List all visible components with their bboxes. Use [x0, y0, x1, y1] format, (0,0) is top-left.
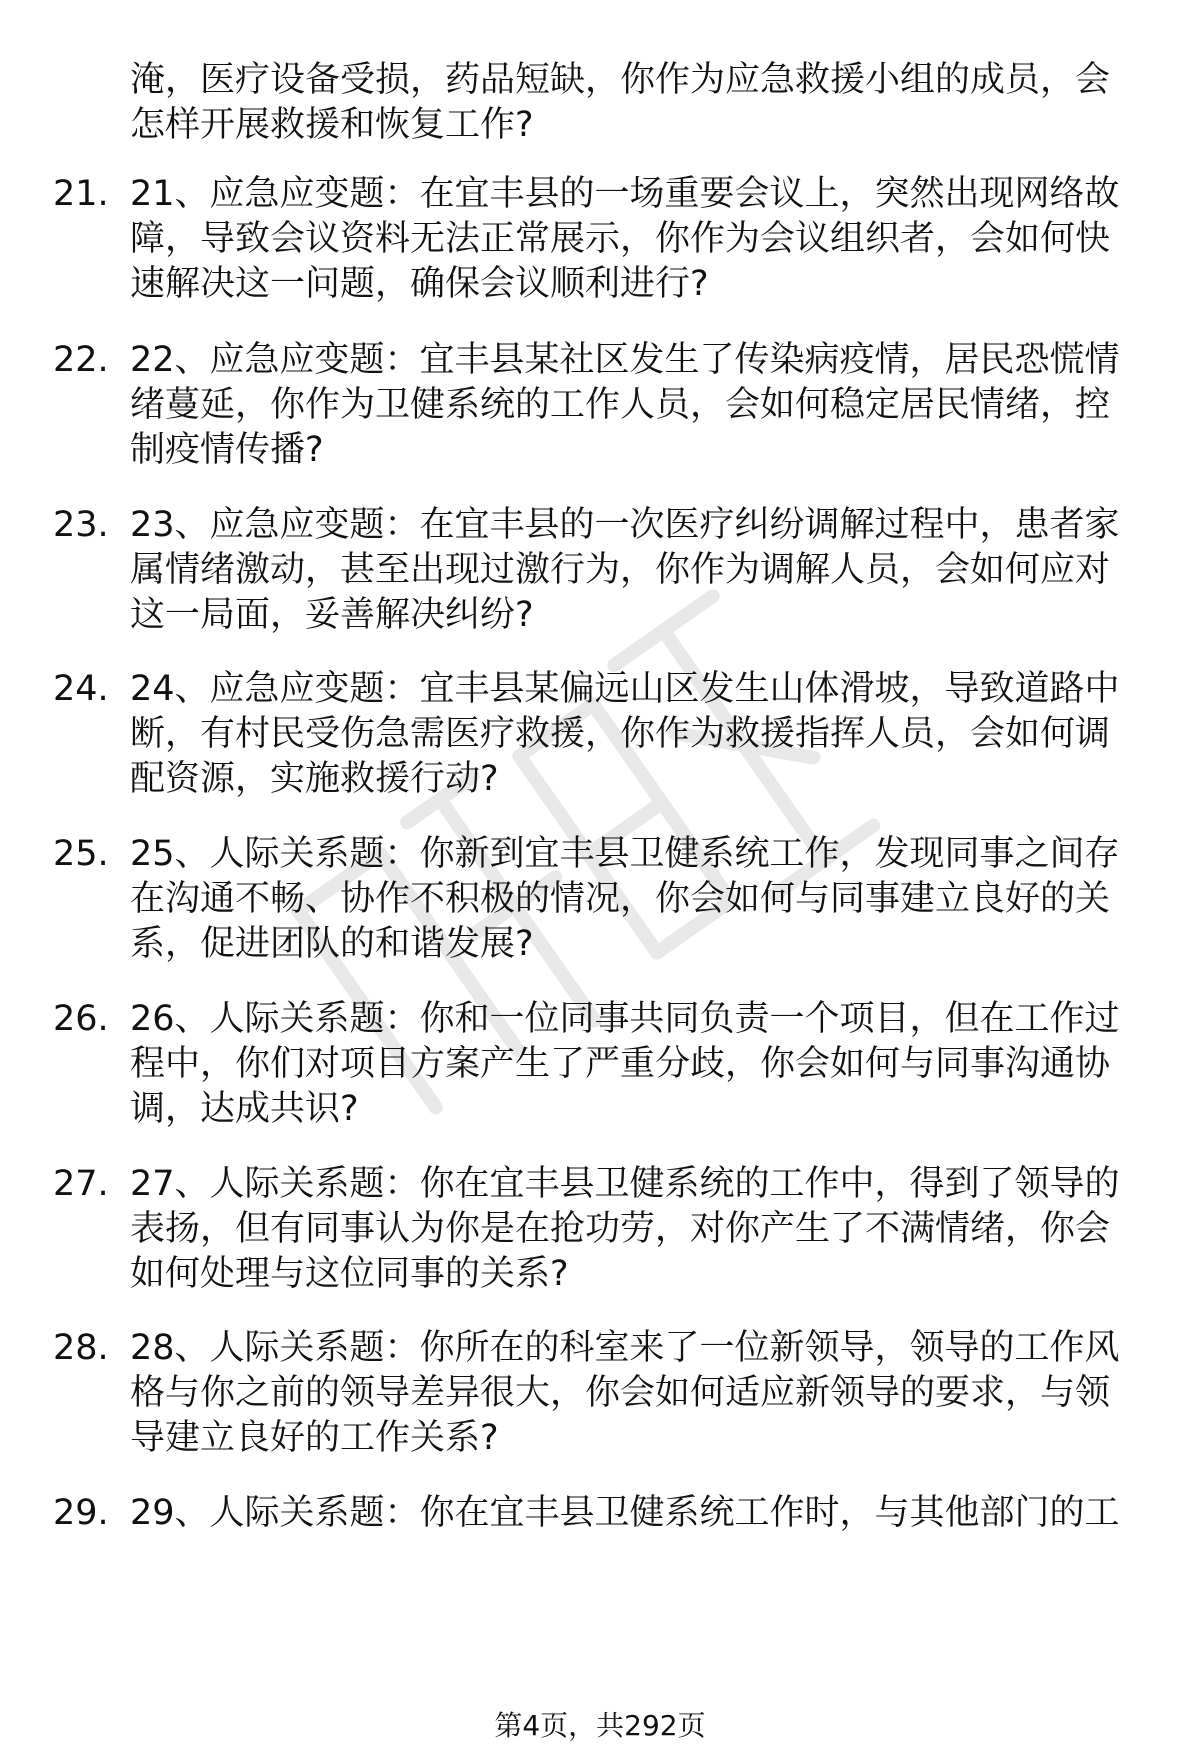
- question-line: 制疫情传播?: [130, 430, 324, 470]
- question-29: [0, 1491, 1200, 1671]
- list-number: 26.: [53, 999, 109, 1039]
- list-number: 25.: [53, 834, 109, 874]
- question-line: 28、人际关系题：你所在的科室来了一位新领导，领导的工作风: [130, 1328, 1120, 1368]
- list-number: 21.: [53, 174, 109, 214]
- list-number: 23.: [53, 505, 109, 545]
- question-line: 格与你之前的领导差异很大，你会如何适应新领导的要求，与领: [130, 1373, 1111, 1413]
- question-line: 断，有村民受伤急需医疗救援，你作为救援指挥人员，会如何调: [130, 714, 1111, 754]
- question-line: 这一局面，妥善解决纠纷?: [130, 595, 534, 635]
- question-line: 程中，你们对项目方案产生了严重分歧，你会如何与同事沟通协: [130, 1044, 1111, 1084]
- question-line: 27、人际关系题：你在宜丰县卫健系统的工作中，得到了领导的: [130, 1164, 1120, 1204]
- list-number: 22.: [53, 340, 109, 380]
- list-number: 28.: [53, 1328, 109, 1368]
- question-line: 属情绪激动，甚至出现过激行为，你作为调解人员，会如何应对: [130, 550, 1111, 590]
- list-number: 29.: [53, 1493, 109, 1533]
- question-line: 在沟通不畅、协作不积极的情况，你会如何与同事建立良好的关: [130, 879, 1111, 919]
- question-line: 系，促进团队的和谐发展?: [130, 924, 534, 964]
- question-line: 22、应急应变题：宜丰县某社区发生了传染病疫情，居民恐慌情: [130, 340, 1120, 380]
- question-line: 障，导致会议资料无法正常展示，你作为会议组织者，会如何快: [130, 219, 1111, 259]
- question-line: 26、人际关系题：你和一位同事共同负责一个项目，但在工作过: [130, 999, 1120, 1039]
- question-line: 配资源，实施救援行动?: [130, 759, 499, 799]
- question-line: 21、应急应变题：在宜丰县的一场重要会议上，突然出现网络故: [130, 174, 1120, 214]
- question-line: 表扬，但有同事认为你是在抢功劳，对你产生了不满情绪，你会: [130, 1209, 1111, 1249]
- list-number: 27.: [53, 1164, 109, 1204]
- question-line: 如何处理与这位同事的关系?: [130, 1254, 569, 1294]
- question-line: 绪蔓延，你作为卫健系统的工作人员，会如何稳定居民情绪，控: [130, 385, 1111, 425]
- question-line: 调，达成共识?: [130, 1089, 359, 1129]
- question-line: 速解决这一问题，确保会议顺利进行?: [130, 264, 709, 304]
- paragraph-line: 怎样开展救援和恢复工作?: [130, 105, 534, 145]
- page-number-footer: 第4页，共292页: [494, 1709, 706, 1742]
- question-line: 29、人际关系题：你在宜丰县卫健系统工作时，与其他部门的工: [130, 1493, 1120, 1533]
- question-line: 25、人际关系题：你新到宜丰县卫健系统工作，发现同事之间存: [130, 834, 1120, 874]
- list-number: 24.: [53, 669, 109, 709]
- question-line: 23、应急应变题：在宜丰县的一次医疗纠纷调解过程中，患者家: [130, 505, 1120, 545]
- paragraph-line: 淹，医疗设备受损，药品短缺，你作为应急救援小组的成员，会: [130, 60, 1111, 100]
- question-line: 导建立良好的工作关系?: [130, 1418, 499, 1458]
- question-line: 24、应急应变题：宜丰县某偏远山区发生山体滑坡，导致道路中: [130, 669, 1120, 709]
